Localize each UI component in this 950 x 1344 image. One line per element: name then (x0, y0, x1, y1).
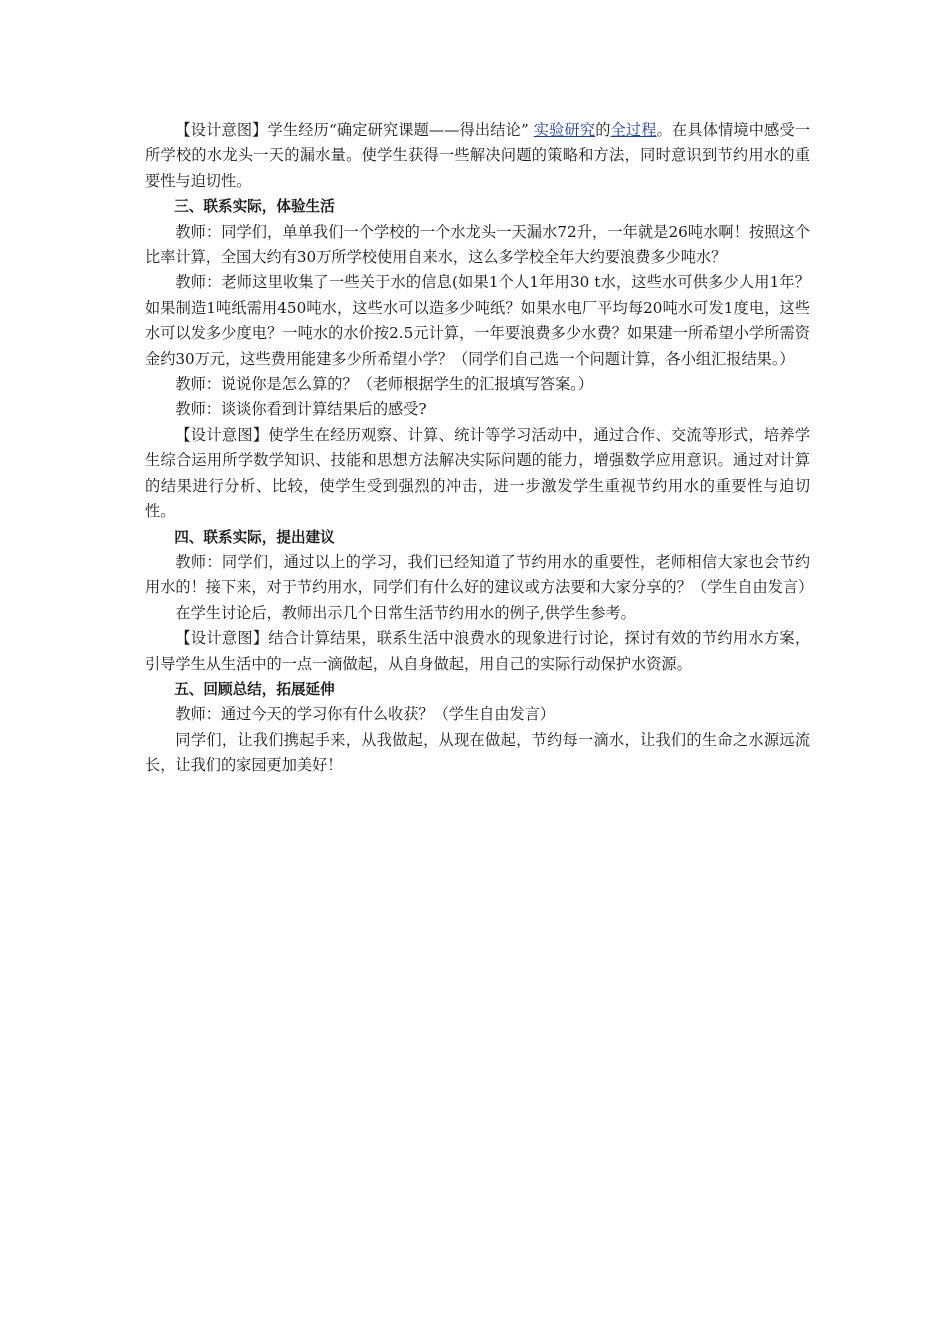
teacher-paragraph: 教师：说说你是怎么算的？（老师根据学生的汇报填写答案。） (175, 375, 594, 394)
document-page (145, 118, 814, 779)
closing-paragraph: 同学们，让我们携起手来，从我做起，从现在做起，节约每一滴水，让我们的生命之水源远流长，让我们的家园更加美好！ (145, 730, 810, 775)
teacher-paragraph: 教师：通过今天的学习你有什么收获？（学生自由发言） (175, 705, 556, 724)
link-whole-process[interactable]: 全过程 (610, 121, 657, 139)
design-intent-paragraph-1 (145, 118, 810, 194)
body-paragraph: 在学生讨论后，教师出示几个日常生活节约用水的例子,供学生参考。 (175, 603, 636, 622)
paragraph-text: 【设计意图】学生经历“确定研究课题——得出结论” (175, 121, 534, 139)
link-experimental-research[interactable]: 实验研究 (533, 121, 596, 139)
section-heading-5: 五、回顾总结，拓展延伸 (174, 680, 335, 698)
section-heading-3: 三、联系实际，体验生活 (174, 198, 335, 216)
teacher-paragraph: 教师：同学们，单单我们一个学校的一个水龙头一天漏水72升，一年就是26吨水啊！按照这个比率计算，全国大约有30万所学校使用自来水，这么多学校全年大约要浪费多少吨水？ (145, 222, 810, 267)
design-intent-paragraph-3: 【设计意图】结合计算结果，联系生活中浪费水的现象进行讨论，探讨有效的节约用水方案，引导学生从生活中的一点一滴做起，从自身做起，用自己的实际行动保护水资源。 (145, 629, 810, 673)
design-intent-paragraph-2: 【设计意图】使学生在经历观察、计算、统计等学习活动中，通过合作、交流等形式，培养学生综合运用所学数学知识、技能和思想方法解决实际问题的能力，增强数学应用意识。通过对计算的结果进行分析、比较，使学生受到强烈的冲击，进一步激发学生重视节约用水的重要性与迫切性。 (145, 425, 810, 521)
paragraph-text: 的 (595, 121, 611, 139)
section-heading-4: 四、联系实际，提出建议 (174, 528, 335, 546)
teacher-paragraph: 教师：同学们，通过以上的学习，我们已经知道了节约用水的重要性，老师相信大家也会节约用水的！接下来，对于节约用水，同学们有什么好的建议或方法要和大家分享的？（学生自由发言） (145, 552, 814, 597)
paragraph-text: 。在具体情境中感受一所学校的水龙头一天的漏水量。使学生获得一些解决问题的策略和方法，同时意识到节约用水的重要性与迫切性。 (145, 121, 811, 190)
teacher-paragraph: 教师：谈谈你看到计算结果后的感受? (175, 400, 427, 419)
teacher-paragraph: 教师：老师这里收集了一些关于水的信息(如果1个人1年用30 t水，这些水可供多少人用1年？如果制造1吨纸需用450吨水，这些水可以造多少吨纸？如果水电厂平均每20吨水可发1度电，这些水可以发多少度电？一吨水的水价按2.5元计算，一年要浪费多少水费？如果建一所希望小学所需资金约30万元，这些费用能建多少所希望小学？（同学们自己选一个问题计算，各小组汇报结果。） (145, 273, 810, 368)
